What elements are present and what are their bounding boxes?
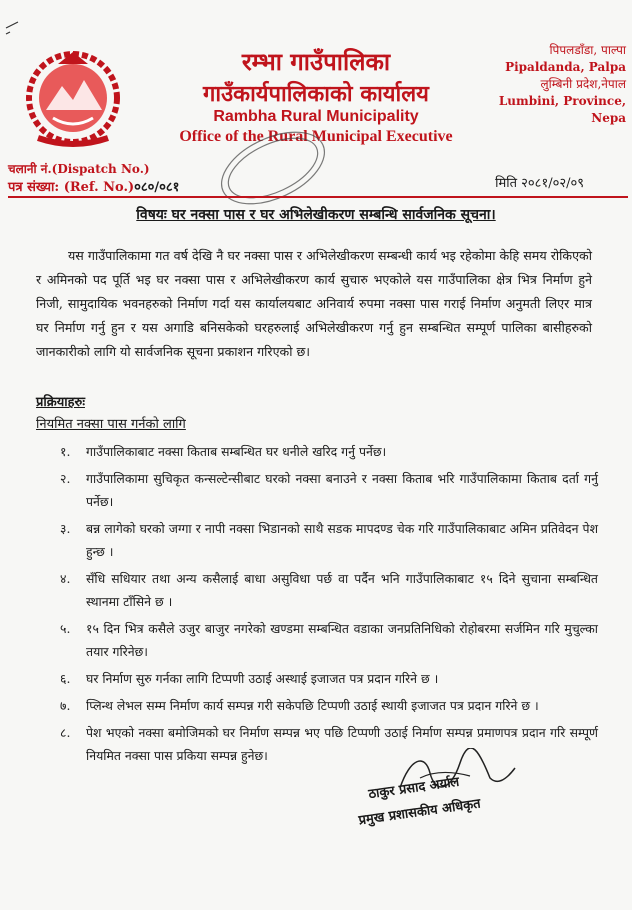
- step-text: पेश भएको नक्सा बमोजिमको घर निर्माण सम्पन्न भए पछि टिप्पणी उठाई निर्माण सम्पन्न प्रमाणपत्र प्रदान गरि सम्पूर्ण नियमित नक्सा पास प्रकिया सम्पन्न हुनेछ।: [86, 725, 598, 763]
- office-name-english: Office of the Rural Municipal Executive: [179, 128, 453, 145]
- step-number: ८.: [60, 725, 71, 740]
- step-text: सँधि सधियार तथा अन्य कसैलाई बाधा असुविधा पर्छ वा पर्दैन भनि गाउँपालिकाबाट १५ दिने सुचाना सम्बन्धित स्थानमा टाँसिने छ ।: [86, 571, 598, 609]
- step-number: १.: [60, 444, 71, 459]
- step-text: घर निर्माण सुरु गर्नका लागि टिप्पणी उठाई अस्थाई इजाजत पत्र प्रदान गरिने छ ।: [86, 671, 439, 686]
- step-number: ३.: [60, 521, 71, 536]
- municipality-name-english: Rambha Rural Municipality: [213, 108, 419, 125]
- procedure-step: [60, 617, 598, 663]
- ref-label: पत्र संख्या: (Ref. No.): [8, 180, 135, 195]
- address-line-4: Lumbini, Province, Nepa: [498, 94, 626, 125]
- signatory-title: प्रमुख प्रशासकीय अधिकृत: [357, 796, 482, 829]
- step-text: १५ दिन भित्र कसैले उजुर बाजुर नगरेको खण्डमा सम्बन्धित वडाका जनप्रतिनिधिको रोहोबरमा सर्जमिन गरि मुचुल्का तयार गरिनेछ।: [86, 621, 598, 659]
- procedure-step: [60, 694, 598, 717]
- procedures-heading: प्रक्रियाहरुः: [36, 395, 85, 410]
- procedure-steps: [60, 440, 598, 771]
- step-text: गाउँपालिकामा सुचिकृत कन्सल्टेन्सीबाट घरको नक्सा बनाउने र नक्सा किताब भरि गाउँपालिकामा किताब दर्ता गर्नु पर्नेछ।: [86, 471, 598, 509]
- notice-subject: विषयः घर नक्सा पास र घर अभिलेखीकरण सम्बन्धि सार्वजनिक सूचना।: [136, 207, 496, 223]
- address-line-3: लुम्बिनी प्रदेश,नेपाल: [540, 77, 626, 91]
- address-block: [476, 42, 626, 127]
- step-number: ५.: [60, 621, 71, 636]
- ref-value: ०८०/०८१: [134, 180, 180, 195]
- step-text: प्लिन्थ लेभल सम्म निर्माण कार्य सम्पन्न गरी सकेपछि टिप्पणी उठाई स्थायी इजाजत पत्र प्रदान गरिने छ ।: [86, 698, 539, 713]
- step-text: बन्न लागेको घरको जग्गा र नापी नक्सा भिडानको साथै सडक मापदण्ड चेक गरि गाउँपालिकाबाट अमिन प्रतिवेदन पेश हुन्छ ।: [86, 521, 598, 559]
- step-text: गाउँपालिकाबाट नक्सा किताब सम्बन्धित घर धनीले खरिद गर्नु पर्नेछ।: [86, 444, 387, 459]
- letter-date: मिति २०८१/०२/०९: [495, 176, 584, 191]
- reference-number: [8, 177, 179, 195]
- office-name-nepali: गाउँकार्यपालिकाको कार्यालय: [203, 81, 429, 107]
- step-number: ६.: [60, 671, 71, 686]
- step-number: ७.: [60, 698, 71, 713]
- procedure-step: [60, 567, 598, 613]
- municipality-name-nepali: रम्भा गाउँपालिका: [241, 47, 391, 76]
- header-divider: [8, 196, 628, 198]
- corner-mark: [4, 18, 24, 38]
- procedure-step: [60, 517, 598, 563]
- step-number: ४.: [60, 571, 71, 586]
- notice-body: यस गाउँपालिकामा गत वर्ष देखि नै घर नक्सा पास र अभिलेखीकरण सम्बन्धी कार्य भइ रहेकोमा केहि समय रोकिएको र अमिनको पद पूर्ति भइ घर नक्सा पास र अभिलेखीकरण कार्य सुचारु भएकोले यस गाउँपालिका क्षेत्र भित्र निर्माण हुने निजी, सामुदायिक भवनहरुको निर्माण गर्दा यस कार्यालयबाट अनिवार्य रुपमा नक्सा पास गराई निर्माण अनुमती लिएर मात्र घर निर्माण गर्नु हुन र यस अगाडि बनिसकेको घरहरुलाई अभिलेखीकरण गर्नु हुन सम्बन्धित सम्पूर्ण पालिका बासीहरुको जानकारीको लागि यो सार्वजनिक सूचना प्रकाशन गरिएको छ।: [36, 248, 592, 359]
- procedure-step: [60, 467, 598, 513]
- dispatch-number: चलानी नं.(Dispatch No.): [8, 162, 150, 176]
- procedure-step: [60, 667, 598, 690]
- procedure-step: [60, 440, 598, 463]
- signatory-name: ठाकुर प्रसाद अर्याल: [367, 774, 461, 803]
- address-line-1: पिपलडाँडा, पाल्पा: [549, 43, 626, 57]
- address-line-2: Pipaldanda, Palpa: [505, 60, 626, 74]
- step-number: २.: [60, 471, 71, 486]
- procedures-subheading: नियमित नक्सा पास गर्नको लागि: [36, 417, 186, 432]
